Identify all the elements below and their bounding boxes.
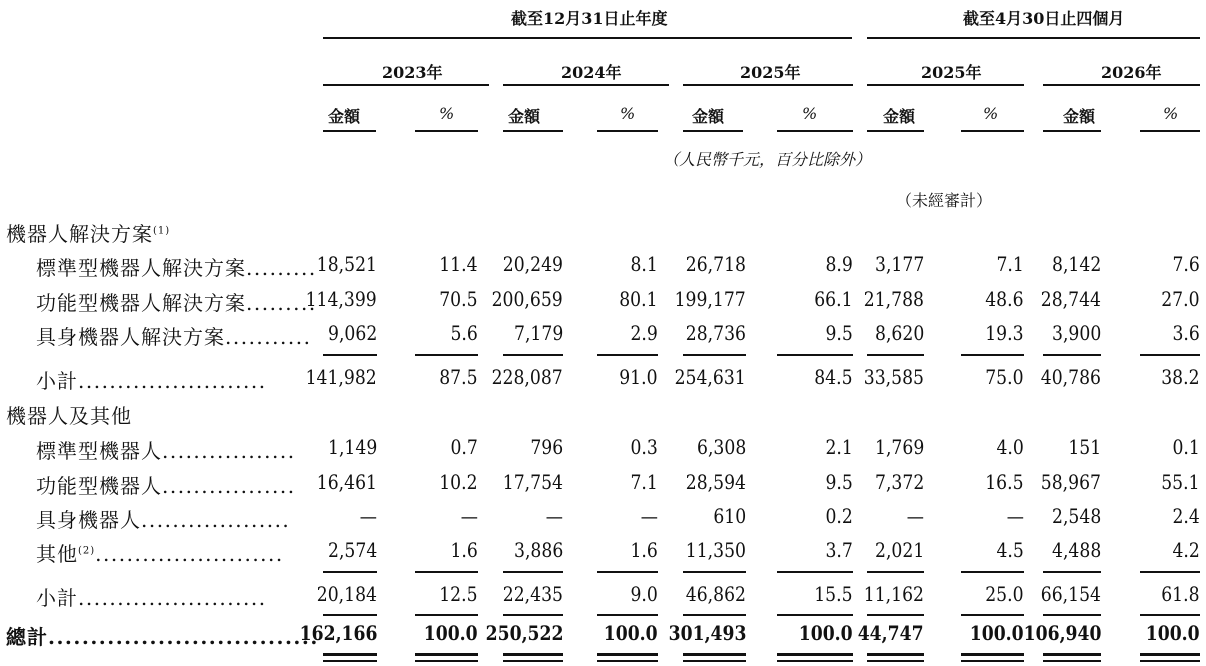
pct-cell: 87.5 [439, 365, 478, 389]
amount-header: 金額 [328, 107, 361, 126]
row-label-text: 功能型機器人 [36, 474, 162, 498]
sub-rule [777, 130, 853, 132]
total-rule [867, 660, 924, 662]
row-label-text: 小計 [36, 586, 78, 610]
year-2025-4m: 2025年 [921, 63, 982, 82]
amount-cell: 58,967 [1040, 470, 1101, 494]
pct-cell: 70.5 [439, 287, 478, 311]
year-rule [503, 84, 669, 86]
amount-cell: 796 [530, 435, 563, 459]
amount-cell: 7,179 [513, 321, 563, 345]
amount-cell: 7,372 [874, 470, 924, 494]
leader-dots: ......... [246, 256, 317, 280]
amount-cell: 21,788 [863, 287, 924, 311]
pct-cell: 75.0 [985, 365, 1024, 389]
amount-cell: 106,940 [1023, 621, 1101, 645]
table-row [36, 538, 284, 567]
pct-cell: 4.2 [1172, 538, 1200, 562]
subtotal-rule [1043, 614, 1101, 616]
pct-cell: 9.0 [630, 582, 658, 606]
total-rule [597, 653, 658, 656]
amount-cell: — [545, 504, 563, 528]
subtotal-rule [1140, 571, 1200, 573]
pct-cell: 8.9 [825, 252, 853, 276]
total-rule [323, 653, 377, 656]
subtotal-rule [961, 571, 1024, 573]
amount-cell: 6,308 [696, 435, 746, 459]
amount-header: 金額 [1063, 107, 1096, 126]
subtotal-rule [867, 614, 924, 616]
amount-cell: 228,087 [491, 365, 563, 389]
amount-cell: 151 [1068, 435, 1101, 459]
year-rule [323, 84, 489, 86]
leader-dots: ........................ [78, 586, 267, 610]
row-label-text: 具身機器人 [36, 508, 141, 532]
total-rule [777, 653, 853, 656]
pct-cell: 100.0 [970, 621, 1024, 645]
pct-header: % [802, 104, 818, 123]
pct-cell: 27.0 [1161, 287, 1200, 311]
pct-header: % [983, 104, 999, 123]
year-2026-4m: 2026年 [1101, 63, 1162, 82]
amount-cell: 2,548 [1051, 504, 1101, 528]
total-row [6, 621, 319, 650]
pct-cell: 7.1 [996, 252, 1024, 276]
footnote-marker: (2) [78, 545, 96, 557]
subtotal-rule [323, 354, 377, 356]
row-label-text: 小計 [36, 369, 78, 393]
pct-header: % [620, 104, 636, 123]
amount-cell: 8,620 [874, 321, 924, 345]
pct-cell: 100.0 [799, 621, 853, 645]
amount-cell: 22,435 [502, 582, 563, 606]
total-rule [961, 660, 1024, 662]
amount-cell: 162,166 [299, 621, 377, 645]
pct-cell: 9.5 [825, 470, 853, 494]
amount-cell: 1,769 [874, 435, 924, 459]
leader-dots: ................................ [48, 625, 319, 649]
subtotal-rule [597, 571, 658, 573]
table-row [36, 470, 296, 499]
subtotal-row [36, 365, 267, 394]
sub-rule [867, 130, 924, 132]
amount-cell: 18,521 [316, 252, 377, 276]
row-label-text: 標準型機器人 [36, 439, 162, 463]
amount-cell: 4,488 [1051, 538, 1101, 562]
subtotal-rule [777, 571, 853, 573]
total-rule [597, 660, 658, 662]
amount-header: 金額 [692, 107, 725, 126]
total-rule [1043, 660, 1101, 662]
table-row [36, 435, 296, 464]
total-rule [503, 660, 563, 662]
row-label-text: 具身機器人解決方案 [36, 325, 225, 349]
pct-cell: 8.1 [630, 252, 658, 276]
pct-cell: 1.6 [630, 538, 658, 562]
amount-cell: — [359, 504, 377, 528]
amount-cell: 11,162 [863, 582, 924, 606]
subtotal-rule [777, 614, 853, 616]
subtotal-rule [1043, 354, 1101, 356]
sub-rule [597, 130, 658, 132]
sub-rule [323, 130, 376, 132]
table-row [36, 287, 317, 316]
total-rule [683, 653, 746, 656]
pct-cell: 11.4 [439, 252, 478, 276]
amount-header: 金額 [508, 107, 541, 126]
subtotal-rule [777, 354, 853, 356]
sub-rule [503, 130, 563, 132]
pct-cell: 25.0 [985, 582, 1024, 606]
leader-dots: ........... [225, 325, 312, 349]
pct-cell: 0.7 [450, 435, 478, 459]
pct-cell: 91.0 [619, 365, 658, 389]
amount-cell: 114,399 [305, 287, 377, 311]
section-title-others: 機器人及其他 [6, 404, 132, 428]
pct-cell: 100.0 [1146, 621, 1200, 645]
pct-cell: — [460, 504, 478, 528]
subtotal-rule [415, 571, 478, 573]
year-rule [1043, 84, 1200, 86]
amount-cell: 254,631 [674, 365, 746, 389]
pct-cell: 38.2 [1161, 365, 1200, 389]
total-rule [1140, 653, 1200, 656]
pct-cell: 15.5 [814, 582, 853, 606]
amount-cell: 40,786 [1040, 365, 1101, 389]
footnote-marker: (1) [153, 225, 171, 237]
pct-header: % [439, 104, 455, 123]
amount-cell: 2,574 [327, 538, 377, 562]
section-title-solutions [6, 218, 170, 247]
pct-cell: 100.0 [604, 621, 658, 645]
subtotal-rule [867, 354, 924, 356]
pct-cell: 10.2 [439, 470, 478, 494]
table-row [36, 321, 311, 350]
amount-cell: — [906, 504, 924, 528]
table-row [36, 252, 317, 281]
amount-cell: 9,062 [327, 321, 377, 345]
subtotal-rule [1140, 614, 1200, 616]
pct-cell: 2.9 [630, 321, 658, 345]
subtotal-rule [323, 614, 377, 616]
year-rule [867, 84, 1024, 86]
pct-cell: 61.8 [1161, 582, 1200, 606]
sub-rule [415, 130, 478, 132]
row-label-text: 總計 [6, 625, 48, 649]
leader-dots: ........................ [95, 542, 284, 566]
subtotal-rule [961, 354, 1024, 356]
row-label-text: 其他 [36, 542, 78, 566]
amount-cell: 301,493 [668, 621, 746, 645]
pct-cell: 80.1 [619, 287, 658, 311]
pct-cell: — [1006, 504, 1024, 528]
amount-cell: 141,982 [305, 365, 377, 389]
total-rule [867, 653, 924, 656]
subtotal-rule [597, 614, 658, 616]
header-group-year: 截至12月31日止年度 [511, 9, 668, 28]
amount-cell: 3,886 [513, 538, 563, 562]
amount-cell: 3,177 [874, 252, 924, 276]
subtotal-rule [683, 614, 746, 616]
pct-cell: 12.5 [439, 582, 478, 606]
total-rule [323, 660, 377, 662]
amount-cell: 610 [713, 504, 746, 528]
year-2024: 2024年 [561, 63, 622, 82]
subtotal-rule [867, 571, 924, 573]
amount-cell: 33,585 [863, 365, 924, 389]
subtotal-rule [503, 354, 563, 356]
pct-cell: 0.1 [1172, 435, 1200, 459]
pct-cell: 4.5 [996, 538, 1024, 562]
pct-cell: 3.7 [825, 538, 853, 562]
subtotal-row [36, 582, 267, 611]
pct-cell: 7.1 [630, 470, 658, 494]
amount-cell: 28,744 [1040, 287, 1101, 311]
amount-cell: 1,149 [327, 435, 377, 459]
sub-rule [683, 130, 743, 132]
amount-cell: 199,177 [674, 287, 746, 311]
unit-note: （人民幣千元，百分比除外） [663, 150, 872, 169]
total-rule [1043, 653, 1101, 656]
subtotal-rule [415, 354, 478, 356]
pct-cell: 3.6 [1172, 321, 1200, 345]
subtotal-rule [323, 571, 377, 573]
pct-cell: 2.1 [825, 435, 853, 459]
year-rule [683, 84, 853, 86]
year-2025: 2025年 [740, 63, 801, 82]
total-rule [961, 653, 1024, 656]
sub-rule [961, 130, 1024, 132]
subtotal-rule [683, 571, 746, 573]
pct-cell: 1.6 [450, 538, 478, 562]
pct-cell: 66.1 [814, 287, 853, 311]
header-group-month: 截至4月30日止四個月 [963, 9, 1125, 28]
amount-header: 金額 [883, 107, 916, 126]
pct-cell: 0.3 [630, 435, 658, 459]
leader-dots: ................. [162, 439, 296, 463]
pct-cell: — [640, 504, 658, 528]
pct-cell: 7.6 [1172, 252, 1200, 276]
amount-cell: 8,142 [1051, 252, 1101, 276]
amount-cell: 11,350 [685, 538, 746, 562]
pct-header: % [1163, 104, 1179, 123]
amount-cell: 3,900 [1051, 321, 1101, 345]
total-rule [1140, 660, 1200, 662]
amount-cell: 28,594 [685, 470, 746, 494]
pct-cell: 84.5 [814, 365, 853, 389]
table-row [36, 504, 290, 533]
amount-cell: 2,021 [874, 538, 924, 562]
pct-cell: 5.6 [450, 321, 478, 345]
total-rule [503, 653, 563, 656]
subtotal-rule [597, 354, 658, 356]
row-label-text: 功能型機器人解決方案 [36, 291, 246, 315]
pct-cell: 55.1 [1161, 470, 1200, 494]
pct-cell: 100.0 [424, 621, 478, 645]
pct-cell: 16.5 [985, 470, 1024, 494]
amount-cell: 26,718 [685, 252, 746, 276]
subtotal-rule [1140, 354, 1200, 356]
amount-cell: 17,754 [502, 470, 563, 494]
pct-cell: 2.4 [1172, 504, 1200, 528]
amount-cell: 66,154 [1040, 582, 1101, 606]
leader-dots: ................. [162, 474, 296, 498]
header-rule-month [867, 37, 1200, 39]
row-label-text: 標準型機器人解決方案 [36, 256, 246, 280]
subtotal-rule [683, 354, 746, 356]
total-rule [777, 660, 853, 662]
amount-cell: 20,249 [502, 252, 563, 276]
year-2023: 2023年 [382, 63, 443, 82]
amount-cell: 200,659 [491, 287, 563, 311]
subtotal-rule [1043, 571, 1101, 573]
pct-cell: 4.0 [996, 435, 1024, 459]
pct-cell: 9.5 [825, 321, 853, 345]
sub-rule [1140, 130, 1200, 132]
leader-dots: ......... [246, 291, 317, 315]
total-rule [683, 660, 746, 662]
total-rule [415, 660, 478, 662]
amount-cell: 20,184 [316, 582, 377, 606]
subtotal-rule [503, 571, 563, 573]
amount-cell: 16,461 [316, 470, 377, 494]
subtotal-rule [415, 614, 478, 616]
amount-cell: 250,522 [485, 621, 563, 645]
amount-cell: 28,736 [685, 321, 746, 345]
sub-rule [1043, 130, 1101, 132]
pct-cell: 48.6 [985, 287, 1024, 311]
leader-dots: ........................ [78, 369, 267, 393]
amount-cell: 44,747 [858, 621, 924, 645]
pct-cell: 0.2 [825, 504, 853, 528]
subtotal-rule [503, 614, 563, 616]
section-title-text: 機器人解決方案 [6, 222, 153, 246]
unaudited-note: （未經審計） [896, 191, 993, 210]
leader-dots: ................... [141, 508, 291, 532]
pct-cell: 19.3 [985, 321, 1024, 345]
total-rule [415, 653, 478, 656]
subtotal-rule [961, 614, 1024, 616]
amount-cell: 46,862 [685, 582, 746, 606]
header-rule-year [323, 37, 852, 39]
